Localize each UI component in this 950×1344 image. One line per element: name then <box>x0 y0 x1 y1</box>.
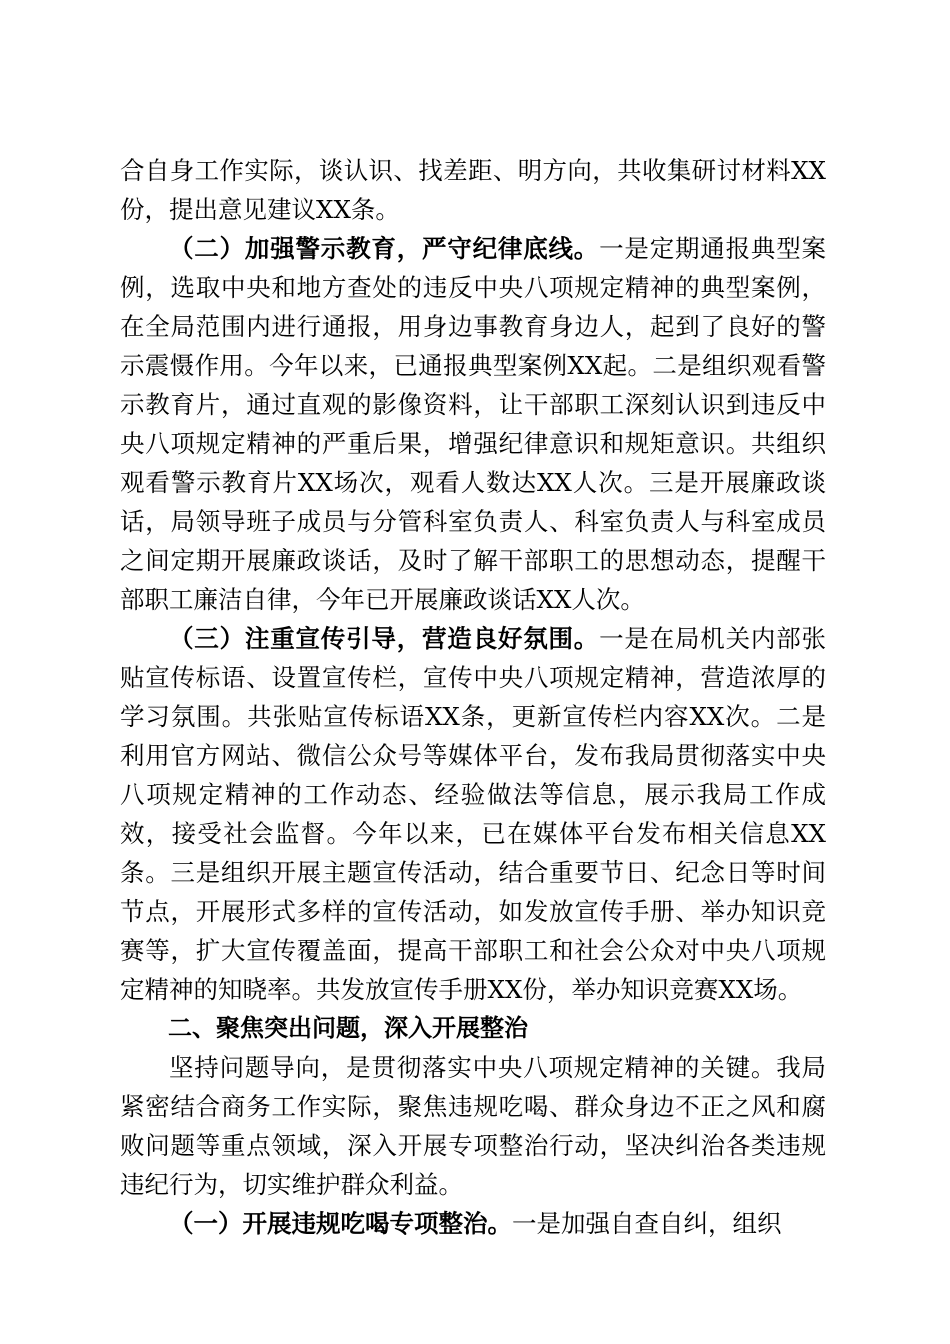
paragraph-text: 一是在局机关内部张贴宣传标语、设置宣传栏，宣传中央八项规定精神，营造浓厚的学习氛围。共张贴宣传标语XX条，更新宣传栏内容XX次。二是利用官方网站、微信公众号等媒体平台，发布我局贯彻落实中央八项规定精神的工作动态、经验做法等信息，展示我局工作成效，接受社会监督。今年以来，已在媒体平台发布相关信息XX条。三是组织开展主题宣传活动，结合重要节日、纪念日等时间节点，开展形式多样的宣传活动，如发放宣传手册、举办知识竞赛等，扩大宣传覆盖面，提高干部职工和社会公众对中央八项规定精神的知晓率。共发放宣传手册XX份，举办知识竞赛XX场。 <box>120 624 827 1004</box>
subsection-heading: （二）加强警示教育，严守纪律底线。 <box>169 234 600 263</box>
document-page <box>120 151 826 1243</box>
subsection-heading: （一）开展违规吃喝专项整治。 <box>169 1209 512 1238</box>
paragraph-text: 坚持问题导向，是贯彻落实中央八项规定精神的关键。我局紧密结合商务工作实际，聚焦违规吃喝、群众身边不正之风和腐败问题等重点领域，深入开展专项整治行动，坚决纠治各类违规违纪行为，切实维护群众利益。 <box>120 1053 826 1199</box>
paragraph-rectification <box>120 1204 826 1243</box>
paragraph-warning-education <box>120 229 826 619</box>
paragraph-text: 一是定期通报典型案例，选取中央和地方查处的违反中央八项规定精神的典型案例，在全局范围内进行通报，用身边事教育身边人，起到了良好的警示震慑作用。今年以来，已通报典型案例XX起。二是组织观看警示教育片，通过直观的影像资料，让干部职工深刻认识到违反中央八项规定精神的严重后果，增强纪律意识和规矩意识。共组织观看警示教育片XX场次，观看人数达XX人次。三是开展廉政谈话，局领导班子成员与分管科室负责人、科室负责人与科室成员之间定期开展廉政谈话，及时了解干部职工的思想动态，提醒干部职工廉洁自律，今年已开展廉政谈话XX人次。 <box>120 234 827 614</box>
paragraph-publicity <box>120 619 826 1009</box>
subsection-heading: （三）注重宣传引导，营造良好氛围。 <box>169 624 600 653</box>
paragraph-problem-orientation <box>120 1048 826 1204</box>
section-heading: 二、聚焦突出问题，深入开展整治 <box>168 1014 528 1042</box>
paragraph-text: 合自身工作实际，谈认识、找差距、明方向，共收集研讨材料XX份，提出意见建议XX条。 <box>120 156 826 224</box>
paragraph-continuation <box>120 151 826 229</box>
paragraph-text: 一是加强自查自纠，组织 <box>512 1209 782 1238</box>
